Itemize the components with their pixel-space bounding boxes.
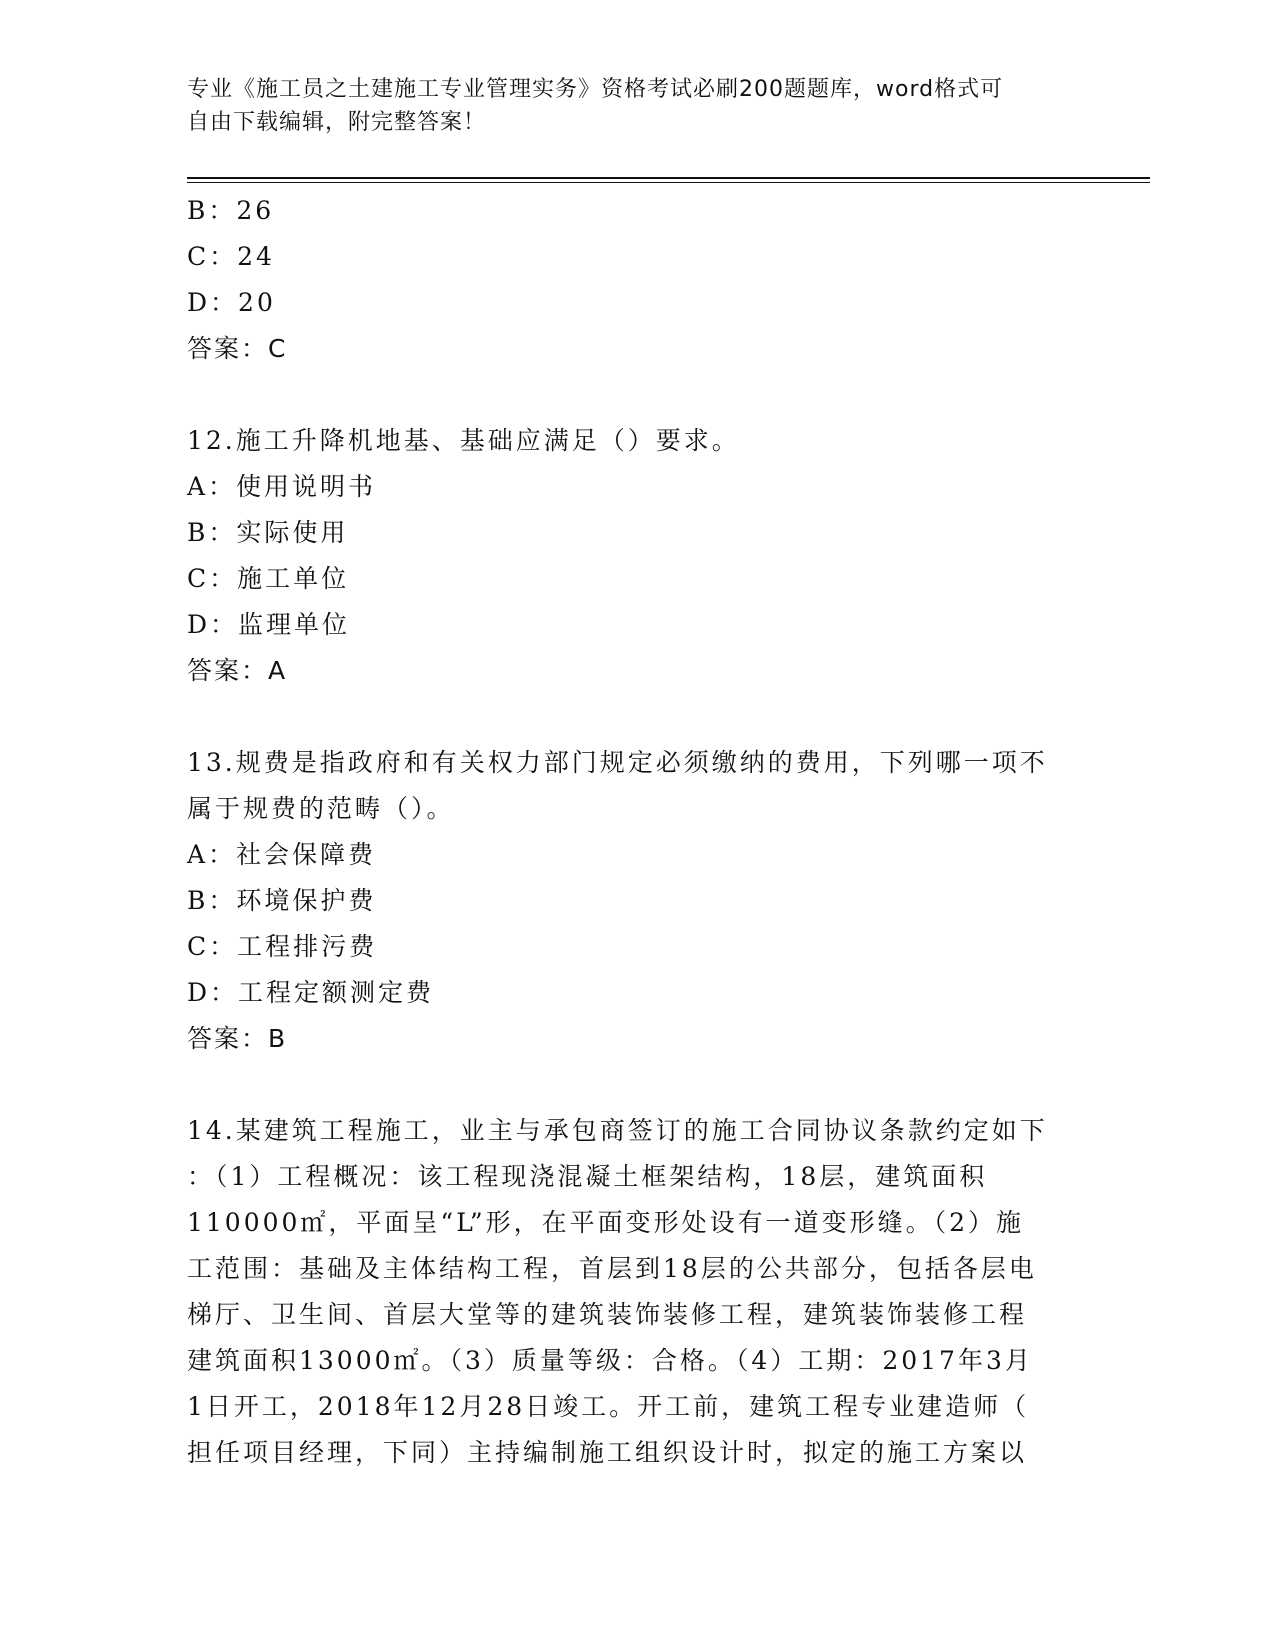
header-title-line-2: 自由下载编辑，附完整答案！: [187, 110, 487, 135]
option-d: D：监理单位: [187, 610, 351, 639]
question-stem-line: 1日开工，2018年12月28日竣工。开工前，建筑工程专业建造师（: [187, 1392, 1030, 1421]
question-stem-line: 担任项目经理，下同）主持编制施工组织设计时，拟定的施工方案以: [187, 1438, 1028, 1467]
option-c: C：工程排污费: [187, 932, 378, 961]
document-body: [187, 188, 1077, 1476]
answer: 答案：B: [187, 1024, 288, 1053]
question-12: [187, 418, 1077, 694]
option-b: B：26: [187, 196, 275, 225]
option-a: A：使用说明书: [187, 472, 377, 501]
page-header: [187, 73, 1067, 139]
question-stem-line: 14.某建筑工程施工，业主与承包商签订的施工合同协议条款约定如下: [187, 1116, 1048, 1145]
answer: 答案：A: [187, 656, 288, 685]
question-stem: 12.施工升降机地基、基础应满足（）要求。: [187, 426, 740, 455]
question-11-tail: [187, 188, 1077, 372]
question-stem-line: 工范围：基础及主体结构工程，首层到18层的公共部分，包括各层电: [187, 1254, 1037, 1283]
question-stem-line: 梯厅、卫生间、首层大堂等的建筑装饰装修工程，建筑装饰装修工程: [187, 1300, 1028, 1329]
option-a: A：社会保障费: [187, 840, 377, 869]
header-divider: [187, 177, 1150, 183]
option-d: D：20: [187, 288, 276, 317]
header-title-line-1: 专业《施工员之土建施工专业管理实务》资格考试必刷200题题库，word格式可: [187, 77, 1004, 102]
option-b: B：实际使用: [187, 518, 349, 547]
question-stem-line: 建筑面积13000㎡。（3）质量等级：合格。（4）工期：2017年3月: [187, 1346, 1033, 1375]
question-stem-line: 13.规费是指政府和有关权力部门规定必须缴纳的费用，下列哪一项不: [187, 748, 1048, 777]
question-13: [187, 740, 1077, 1062]
question-stem-line: 属于规费的范畴（）。: [187, 794, 455, 823]
question-stem-line: 110000㎡，平面呈“L”形，在平面变形处设有一道变形缝。（2）施: [187, 1208, 1025, 1237]
question-14: [187, 1108, 1077, 1476]
answer: 答案：C: [187, 334, 288, 363]
option-c: C：施工单位: [187, 564, 350, 593]
question-stem-line: ：（1）工程概况：该工程现浇混凝土框架结构，18层，建筑面积: [187, 1162, 988, 1191]
option-d: D：工程定额测定费: [187, 978, 435, 1007]
option-b: B：环境保护费: [187, 886, 377, 915]
option-c: C：24: [187, 242, 275, 271]
